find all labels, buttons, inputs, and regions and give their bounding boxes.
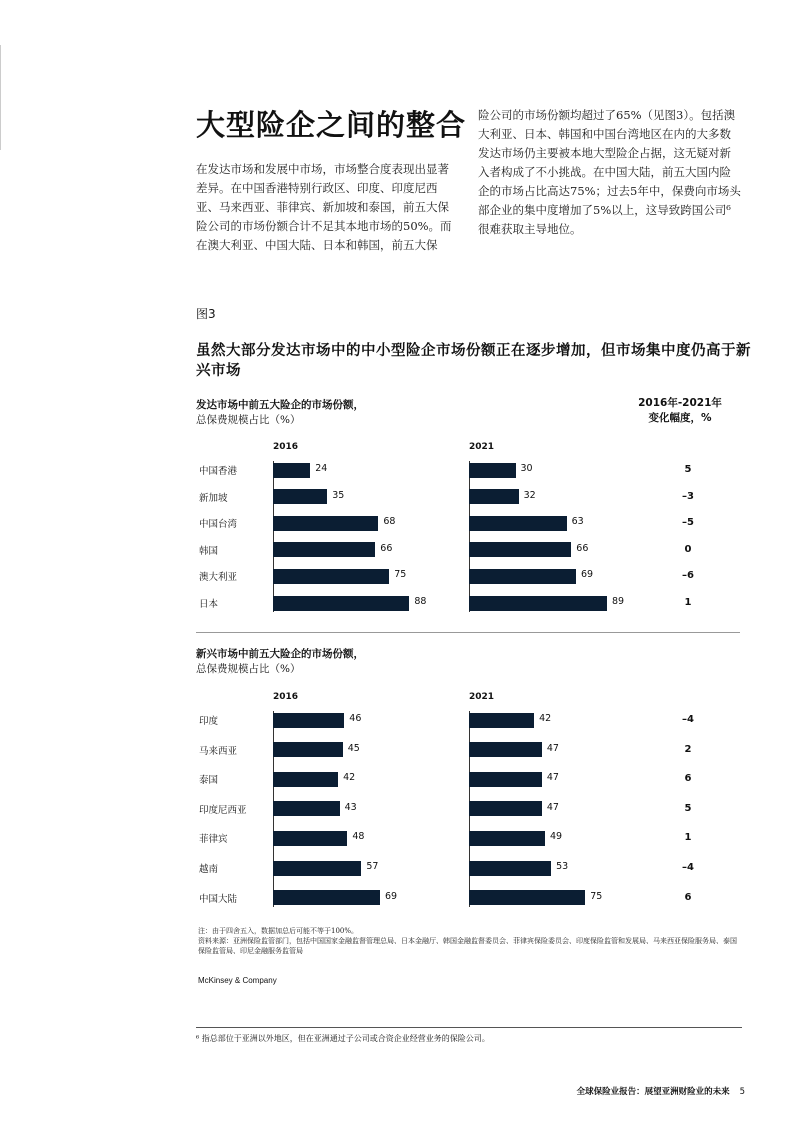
bar	[273, 596, 409, 611]
change-value: 1	[684, 832, 692, 844]
bar	[469, 713, 534, 728]
bar-value-label: 66	[576, 542, 589, 554]
bar	[273, 801, 340, 816]
series-year-label: 2016	[273, 692, 299, 702]
change-header-line-2: 变化幅度，%	[648, 412, 712, 424]
change-value: 0	[684, 543, 692, 555]
bar-value-label: 48	[352, 831, 365, 843]
page-footer	[500, 1085, 745, 1097]
bar-value-label: 46	[349, 713, 362, 724]
bar-value-label: 45	[347, 742, 360, 754]
category-label: 韩国	[199, 545, 219, 557]
bar	[469, 463, 516, 478]
change-value: –4	[682, 862, 694, 873]
bar-value-label: 35	[332, 489, 345, 501]
bar-value-label: 89	[611, 596, 625, 607]
figure-notes	[198, 926, 743, 956]
developed-chart-title	[196, 398, 364, 428]
bar-value-label: 42	[343, 772, 356, 784]
bar-value-label: 69	[384, 890, 398, 902]
change-value: –6	[682, 570, 694, 582]
category-label: 越南	[199, 864, 219, 875]
category-label: 中国台湾	[199, 519, 238, 531]
emerging-chart-subtitle: 总保费规模占比（%）	[196, 663, 301, 675]
change-value: –5	[682, 517, 694, 529]
series-year-label: 2021	[469, 442, 495, 452]
change-value: 2	[684, 743, 692, 755]
bar	[273, 542, 375, 557]
footnote-rule	[196, 1027, 742, 1028]
bar-axis	[273, 461, 274, 612]
bar	[469, 489, 519, 504]
series-year-label: 2021	[469, 692, 495, 702]
category-label: 马来西亚	[199, 745, 238, 757]
bar	[273, 861, 361, 876]
figure-label: 图3	[196, 307, 216, 321]
footnote: ⁶ 指总部位于亚洲以外地区，但在亚洲通过子公司或合资企业经营业务的保险公司。	[196, 1034, 490, 1043]
change-value: –3	[682, 490, 694, 502]
note-text: 注：由于四舍五入，数据加总后可能不等于100%。	[198, 927, 359, 935]
source-text: 资料来源：亚洲保险监管部门，包括中国国家金融监督管理总局、日本金融厅、韩国金融监督委员会、菲律宾保险委员会、印度保险监管和发展局、马来西亚保险服务局、泰国保险监管局、印尼金融服务监管局	[198, 937, 737, 955]
bar-value-label: 75	[590, 890, 603, 902]
body-paragraph-right: 险公司的市场份额均超过了65%（见图3）。包括澳大利亚、日本、韩国和中国台湾地区在内的大多数发达市场仍主要被本地大型险企占据，这无疑对新入者构成了不小挑战。在中国大陆，前五大国内险企的市场占比高达75%；过去5年中，保费向市场头部企业的集中度增加了5%以上，这导致跨国公司⁶很难获取主导地位。	[478, 108, 741, 236]
change-value: 5	[684, 802, 692, 814]
change-column-header	[620, 396, 740, 426]
bar-value-label: 49	[549, 831, 563, 843]
bar	[273, 463, 310, 478]
bar	[469, 861, 551, 876]
bar-value-label: 53	[556, 861, 569, 872]
bar	[469, 569, 576, 584]
bar	[469, 742, 542, 757]
bar	[273, 569, 389, 584]
bar	[273, 489, 327, 504]
bar	[469, 596, 607, 611]
bar-value-label: 24	[315, 463, 328, 474]
bar	[469, 890, 585, 905]
change-value: 5	[684, 464, 692, 475]
bar-value-label: 75	[394, 569, 407, 581]
figure-title: 虽然大部分发达市场中的中小型险企市场份额正在逐步增加，但市场集中度仍高于新兴市场	[196, 342, 751, 379]
category-label: 中国香港	[199, 466, 238, 477]
bar-value-label: 42	[539, 713, 552, 724]
bar-value-label: 57	[366, 861, 379, 872]
bar-value-label: 30	[520, 463, 533, 474]
category-label: 印度尼西亚	[199, 804, 247, 816]
bar	[273, 890, 380, 905]
developed-chart-subtitle: 总保费规模占比（%）	[196, 414, 301, 426]
change-value: 1	[684, 597, 692, 608]
bar	[273, 772, 338, 787]
change-value: 6	[684, 773, 692, 785]
bar-value-label: 32	[523, 489, 536, 501]
change-value: –4	[682, 714, 694, 725]
bar-value-label: 68	[383, 516, 396, 528]
section-divider	[196, 632, 740, 633]
category-label: 澳大利亚	[199, 572, 238, 584]
brand-name: McKinsey & Company	[198, 976, 277, 985]
bar	[273, 516, 378, 531]
series-year-label: 2016	[273, 442, 299, 452]
bar-value-label: 47	[546, 772, 559, 784]
bar-value-label: 69	[580, 569, 594, 581]
category-label: 泰国	[199, 775, 219, 787]
bar	[469, 831, 545, 846]
category-label: 新加坡	[199, 492, 228, 504]
page-number: 5	[739, 1087, 745, 1097]
change-value: 6	[684, 891, 692, 903]
page-headline: 大型险企之间的整合	[196, 108, 467, 142]
bar	[469, 772, 542, 787]
bar-value-label: 63	[571, 516, 584, 528]
bar-value-label: 47	[546, 801, 559, 813]
emerging-chart-heading: 新兴市场中前五大险企的市场份额，	[196, 648, 364, 660]
category-label: 日本	[199, 599, 219, 610]
developed-chart-heading: 发达市场中前五大险企的市场份额，	[196, 399, 364, 411]
margin-rule	[0, 45, 1, 150]
emerging-chart-title	[196, 647, 364, 677]
change-header-line-1: 2016年-2021年	[638, 397, 722, 409]
bar	[469, 801, 542, 816]
bar	[273, 742, 343, 757]
bar	[273, 713, 344, 728]
bar-axis	[469, 461, 470, 612]
category-label: 菲律宾	[199, 834, 228, 846]
category-label: 中国大陆	[199, 893, 238, 905]
body-paragraph-left: 在发达市场和发展中市场，市场整合度表现出显著差异。在中国香港特别行政区、印度、印度尼西亚、马来西亚、菲律宾、新加坡和泰国，前五大保险公司的市场份额合计不足其本地市场的50%。而在澳大利亚、中国大陆、日本和韩国，前五大保	[196, 162, 452, 252]
bar	[469, 516, 567, 531]
bar-value-label: 88	[414, 596, 427, 607]
bar-value-label: 47	[546, 742, 559, 754]
bar-value-label: 43	[344, 801, 357, 813]
footer-title: 全球保险业报告：展望亚洲财险业的未来	[576, 1087, 730, 1097]
bar-value-label: 66	[380, 542, 393, 554]
bar	[469, 542, 571, 557]
bar	[273, 831, 347, 846]
category-label: 印度	[199, 716, 219, 727]
